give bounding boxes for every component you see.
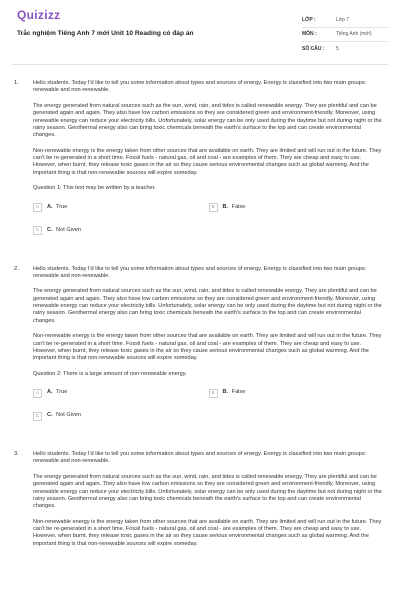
- passage-paragraph: Hello students. Today I'd like to tell you some information about types and sources of energy. Energy is classified into two main groups: renewable and non-renewable.: [33, 451, 367, 465]
- meta-label: SỐ CÂU :: [302, 45, 325, 52]
- question-list: [0, 65, 400, 556]
- meta-label: LỚP :: [302, 17, 316, 24]
- passage-paragraph: The energy generated from natural sources such as the sun, wind, rain, and tides is called renewable energy. They are plentiful and can be generated again and again. They also have low carbon emissions so they are considered green and environment-friendly. Moreover, using renewable energy can reduce your electricity bills. Unfortunately, solar energy can be only used during the daytime but not during night or the rainy season. Geothermal energy also can bring toxic chemicals beneath the earth's surface to the top and can create environmental changes.: [33, 102, 382, 139]
- option-label: A.: [47, 203, 53, 210]
- option-text: Not Given: [56, 412, 82, 419]
- option-letter-box: B: [209, 389, 218, 398]
- option-letter-box: B: [209, 203, 218, 212]
- option-letter-box: C: [33, 412, 42, 421]
- option-label: C.: [47, 226, 53, 233]
- passage-paragraph: The energy generated from natural sources such as the sun, wind, rain, and tides is called renewable energy. They are plentiful and can be generated again and again. They also have low carbon emissions so they are considered green and environment-friendly. Moreover, using renewable energy can reduce your electricity bills. Unfortunately, solar energy can be only used during the daytime but not during night or the rainy season. Geothermal energy also can bring toxic chemicals beneath the earth's surface to the top and can create environmental changes.: [33, 473, 382, 510]
- passage-paragraph: Hello students. Today I'd like to tell you some information about types and sources of energy. Energy is classified into two main groups: renewable and non-renewable.: [33, 265, 367, 279]
- question-prompt: Question 2: There is a large amount of non-renewable energy.: [33, 370, 187, 377]
- passage-paragraph: Hello students. Today I'd like to tell you some information about types and sources of energy. Energy is classified into two main groups: renewable and non-renewable.: [33, 80, 367, 94]
- option-c[interactable]: [33, 225, 209, 237]
- option-a[interactable]: [33, 202, 209, 214]
- meta-value: Tiếng Anh (mới): [336, 31, 372, 38]
- option-letter-box: A: [33, 203, 42, 212]
- meta-value: Lớp 7: [336, 17, 350, 24]
- passage-paragraph: Non-renewable energy is the energy taken from other sources that are available on earth. They are limited and will run out in the future. They can't be re-generated in a short time. Fossil fuels - natural gas, oil and coal - are examples of them. They are cheap and easy to use. However, when burnt, they release toxic gases in the air so they cause serious environmental changes such as global warming. And the important thing is that non-renewable sources will expire someday.: [33, 147, 382, 176]
- option-label: C.: [47, 412, 53, 419]
- question-number: 1.: [14, 80, 19, 86]
- worksheet-header: [0, 0, 400, 64]
- option-a[interactable]: [33, 387, 209, 399]
- meta-row-class: [302, 14, 388, 28]
- meta-value: 5: [336, 45, 339, 52]
- answer-options: [33, 387, 384, 433]
- worksheet-title: Trắc nghiệm Tiếng Anh 7 mới Unit 10 Reading có đáp án: [17, 29, 194, 37]
- worksheet-meta: [302, 14, 388, 56]
- answer-options: [33, 202, 384, 248]
- quizizz-logo: Quizizz: [17, 8, 61, 22]
- option-text: True: [56, 389, 68, 396]
- question-1: [14, 80, 388, 248]
- option-b[interactable]: [209, 387, 385, 399]
- option-text: False: [231, 203, 246, 210]
- option-b[interactable]: [209, 202, 385, 214]
- option-text: False: [231, 389, 246, 396]
- question-body: [33, 80, 388, 248]
- question-body: [33, 266, 388, 434]
- passage-paragraph: Non-renewable energy is the energy taken from other sources that are available on earth. They are limited and will run out in the future. They can't be re-generated in a short time. Fossil fuels - natural gas, oil and coal - are examples of them. They are cheap and easy to use. However, when burnt, they release toxic gases in the air so they cause serious environmental changes such as global warming. And the important thing is that non-renewable sources will expire someday.: [33, 518, 382, 547]
- question-2: [14, 266, 388, 434]
- question-prompt: Question 1: This text may be written by a teacher.: [33, 185, 156, 192]
- option-text: True: [56, 203, 68, 210]
- option-label: B.: [222, 203, 229, 210]
- meta-row-count: [302, 42, 388, 56]
- question-body: [33, 451, 388, 556]
- meta-label: MÔN :: [302, 31, 317, 38]
- question-3: [14, 451, 388, 556]
- option-letter-box: C: [33, 226, 42, 235]
- option-text: Not Given: [56, 226, 82, 233]
- passage-paragraph: The energy generated from natural sources such as the sun, wind, rain, and tides is called renewable energy. They are plentiful and can be generated again and again. They also have low carbon emissions so they are considered green and environment-friendly. Moreover, using renewable energy can reduce your electricity bills. Unfortunately, solar energy can be only used during the daytime but not during night or the rainy season. Geothermal energy also can bring toxic chemicals beneath the earth's surface to the top and can create environmental changes.: [33, 288, 382, 324]
- question-number: 3.: [14, 451, 19, 457]
- meta-row-subject: [302, 28, 388, 42]
- passage-paragraph: Non-renewable energy is the energy taken from other sources that are available on earth. They are limited and will run out in the future. They can't be re-generated in a short time. Fossil fuels - natural gas, oil and coal - are examples of them. They are cheap and easy to use. However, when burnt, they release toxic gases in the air so they cause serious environmental changes such as global warming. And the important thing is that non-renewable sources will expire someday.: [33, 333, 382, 362]
- option-letter-box: A: [33, 389, 42, 398]
- option-label: A.: [47, 389, 53, 396]
- option-c[interactable]: [33, 410, 209, 422]
- option-label: B.: [222, 389, 229, 396]
- question-number: 2.: [14, 265, 19, 272]
